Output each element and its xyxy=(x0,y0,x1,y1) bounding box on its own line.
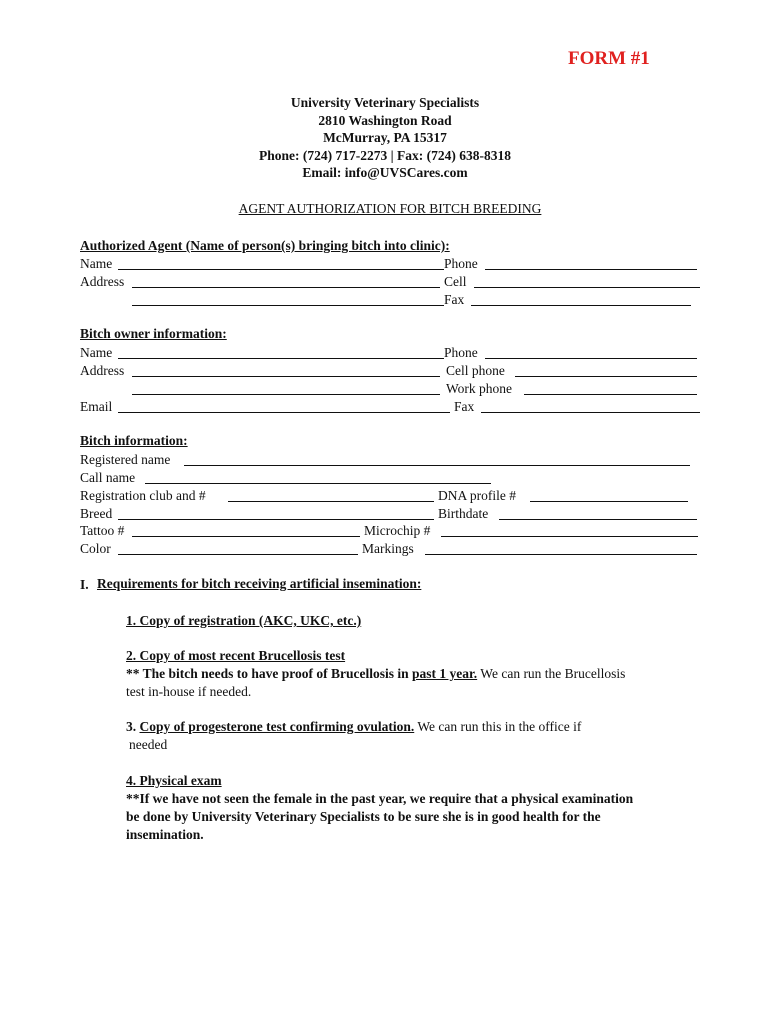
owner-work-phone-field[interactable] xyxy=(524,394,697,395)
brucellosis-bold-text: ** The bitch needs to have proof of Brucellosis in xyxy=(126,666,413,681)
dna-profile-label: DNA profile # xyxy=(438,488,516,503)
brucellosis-past-year: past 1 year. xyxy=(412,666,478,681)
agent-phone-label: Phone xyxy=(444,256,478,271)
owner-name-label: Name xyxy=(80,345,113,360)
owner-address-label: Address xyxy=(80,363,125,378)
brucellosis-inhouse-text-2: test in-house if needed. xyxy=(126,684,252,699)
physical-exam-text-3: insemination. xyxy=(126,827,204,842)
owner-heading: Bitch owner information: xyxy=(80,326,227,341)
agent-cell-field[interactable] xyxy=(474,287,700,288)
registration-club-field[interactable] xyxy=(228,501,434,502)
agent-address-field-2[interactable] xyxy=(132,305,444,306)
birthdate-label: Birthdate xyxy=(438,506,489,521)
agent-address-label: Address xyxy=(80,274,125,289)
owner-cell-label: Cell phone xyxy=(446,363,505,378)
requirement-progesterone xyxy=(126,718,581,735)
microchip-label: Microchip # xyxy=(364,523,431,538)
owner-work-phone-label: Work phone xyxy=(446,381,513,396)
requirements-heading: Requirements for bitch receiving artificial insemination: xyxy=(97,576,422,591)
tattoo-label: Tattoo # xyxy=(80,523,125,538)
requirement-registration: 1. Copy of registration (AKC, UKC, etc.) xyxy=(126,613,362,628)
agent-address-field[interactable] xyxy=(132,287,440,288)
markings-label: Markings xyxy=(362,541,414,556)
requirement-brucellosis-title: 2. Copy of most recent Brucellosis test xyxy=(126,648,346,663)
progesterone-office-text: We can run this in the office if xyxy=(414,719,582,734)
owner-email-label: Email xyxy=(80,399,113,414)
clinic-street: 2810 Washington Road xyxy=(318,112,452,128)
agent-name-label: Name xyxy=(80,256,113,271)
agent-cell-label: Cell xyxy=(444,274,467,289)
color-label: Color xyxy=(80,541,111,556)
owner-name-field[interactable] xyxy=(118,358,444,359)
clinic-header xyxy=(0,94,770,182)
owner-address-field[interactable] xyxy=(132,376,440,377)
call-name-field[interactable] xyxy=(145,483,491,484)
dna-profile-field[interactable] xyxy=(530,501,688,502)
microchip-field[interactable] xyxy=(441,536,698,537)
agent-phone-field[interactable] xyxy=(485,269,697,270)
markings-field[interactable] xyxy=(425,554,697,555)
requirement-physical-exam-title: 4. Physical exam xyxy=(126,773,222,788)
tattoo-field[interactable] xyxy=(132,536,360,537)
agent-name-field[interactable] xyxy=(118,269,444,270)
registration-club-label: Registration club and # xyxy=(80,488,206,503)
owner-phone-label: Phone xyxy=(444,345,478,360)
registered-name-label: Registered name xyxy=(80,452,171,467)
registered-name-field[interactable] xyxy=(184,465,690,466)
agent-heading: Authorized Agent (Name of person(s) bringing bitch into clinic): xyxy=(80,238,450,253)
owner-fax-field[interactable] xyxy=(481,412,700,413)
physical-exam-text-1: **If we have not seen the female in the past year, we require that a physical examination xyxy=(126,791,634,806)
owner-email-field[interactable] xyxy=(118,412,450,413)
bitch-heading: Bitch information: xyxy=(80,433,188,448)
owner-fax-label: Fax xyxy=(454,399,475,414)
progesterone-number: 3. xyxy=(126,719,140,734)
clinic-name: University Veterinary Specialists xyxy=(290,95,480,110)
progesterone-title: Copy of progesterone test confirming ovulation. xyxy=(139,719,415,734)
brucellosis-inhouse-text: We can run the Brucellosis xyxy=(477,666,626,681)
owner-phone-field[interactable] xyxy=(485,358,697,359)
physical-exam-text-2: be done by University Veterinary Specialists to be sure she is in good health for the xyxy=(126,809,601,824)
call-name-label: Call name xyxy=(80,470,136,485)
color-field[interactable] xyxy=(118,554,358,555)
clinic-city: McMurray, PA 15317 xyxy=(323,130,447,146)
agent-fax-label: Fax xyxy=(444,292,465,307)
form-number: FORM #1 xyxy=(568,48,650,69)
clinic-email: Email: info@UVSCares.com xyxy=(302,165,468,181)
breed-label: Breed xyxy=(80,506,113,521)
owner-address-field-2[interactable] xyxy=(132,394,440,395)
requirements-numeral: I. xyxy=(80,577,89,592)
requirement-brucellosis-text xyxy=(126,665,625,682)
document-title: AGENT AUTHORIZATION FOR BITCH BREEDING xyxy=(238,201,542,216)
agent-fax-field[interactable] xyxy=(471,305,691,306)
birthdate-field[interactable] xyxy=(499,519,697,520)
clinic-contact: Phone: (724) 717-2273 | Fax: (724) 638-8318 xyxy=(259,147,511,163)
breed-field[interactable] xyxy=(118,519,434,520)
progesterone-needed-text: needed xyxy=(129,737,168,752)
owner-cell-field[interactable] xyxy=(515,376,697,377)
